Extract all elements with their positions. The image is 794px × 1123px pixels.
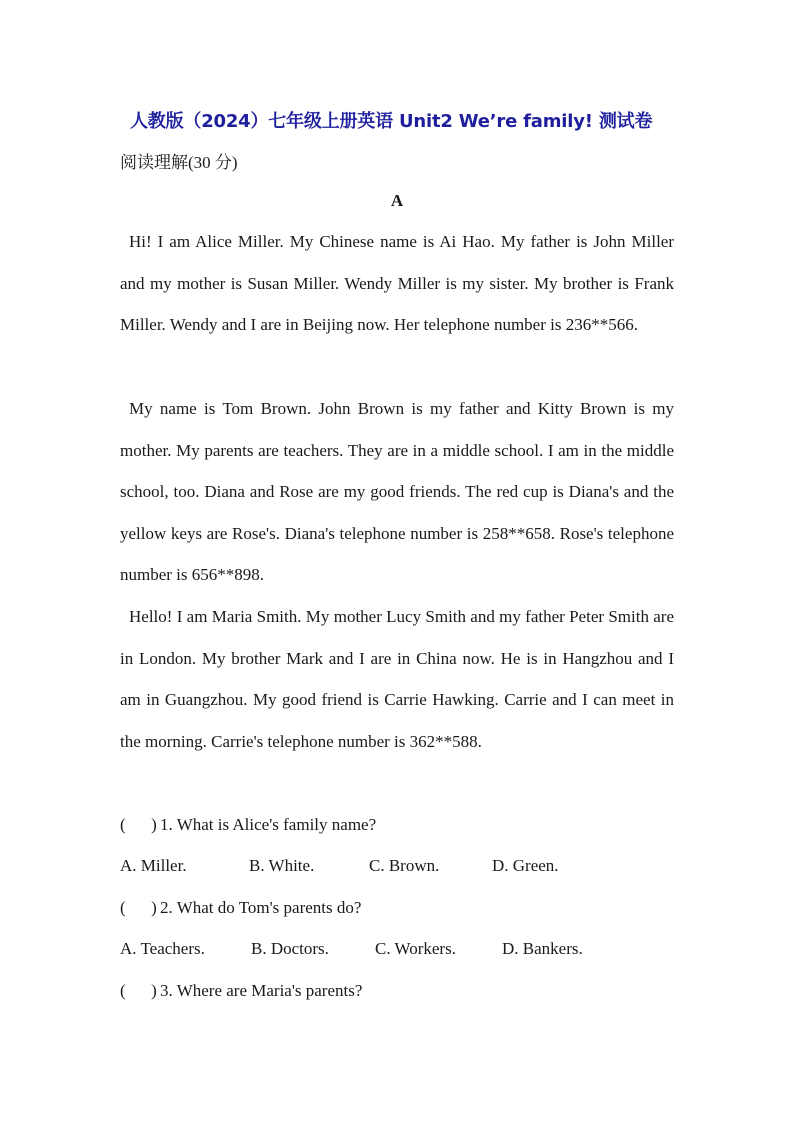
question-1 <box>120 815 376 835</box>
option-a: A. Miller. <box>120 856 187 875</box>
passage-paragraph-3: Hello! I am Maria Smith. My mother Lucy Smith and my father Peter Smith are in London. My brother Mark and I are in China now. He is in Hangzhou and I am in Guangzhou. My good friend is Carrie Hawking. Carrie and I can meet in the morning. Carrie's telephone number is 362**588. <box>120 607 674 751</box>
option-a: A. Teachers. <box>120 939 205 958</box>
option-c: C. Brown. <box>369 856 440 875</box>
passage-paragraph-2: My name is Tom Brown. John Brown is my father and Kitty Brown is my mother. My parents are teachers. They are in a middle school. I am in the middle school, too. Diana and Rose are my good friends. The red cup is Diana's and the yellow keys are Rose's. Diana's telephone number is 258**658. Rose's telephone number is 656**898. <box>120 399 674 584</box>
question-text: 2. What do Tom's parents do? <box>160 898 362 917</box>
passage-paragraph-1: Hi! I am Alice Miller. My Chinese name is Ai Hao. My father is John Miller and my mother is Susan Miller. Wendy Miller is my sister. My brother is Frank Miller. Wendy and I are in Beijing now. Her telephone number is 236**566. <box>120 232 674 334</box>
option-d: D. Green. <box>492 856 559 875</box>
option-b: B. White. <box>249 856 315 875</box>
option-b: B. Doctors. <box>251 939 329 958</box>
section-label: 阅读理解(30 分) <box>120 153 238 172</box>
option-c: C. Workers. <box>375 939 456 958</box>
option-d: D. Bankers. <box>502 939 583 958</box>
question-text: 1. What is Alice's family name? <box>160 815 377 834</box>
page-title: 人教版（2024）七年级上册英语 Unit2 We’re family! 测试卷 <box>130 111 653 132</box>
question-3 <box>120 981 362 1001</box>
passage-label: A <box>390 191 404 210</box>
answer-blank[interactable]: ( ) <box>120 981 157 1000</box>
question-2 <box>120 898 361 918</box>
question-text: 3. Where are Maria's parents? <box>160 981 363 1000</box>
answer-blank[interactable]: ( ) <box>120 898 157 917</box>
answer-blank[interactable]: ( ) <box>120 815 157 834</box>
